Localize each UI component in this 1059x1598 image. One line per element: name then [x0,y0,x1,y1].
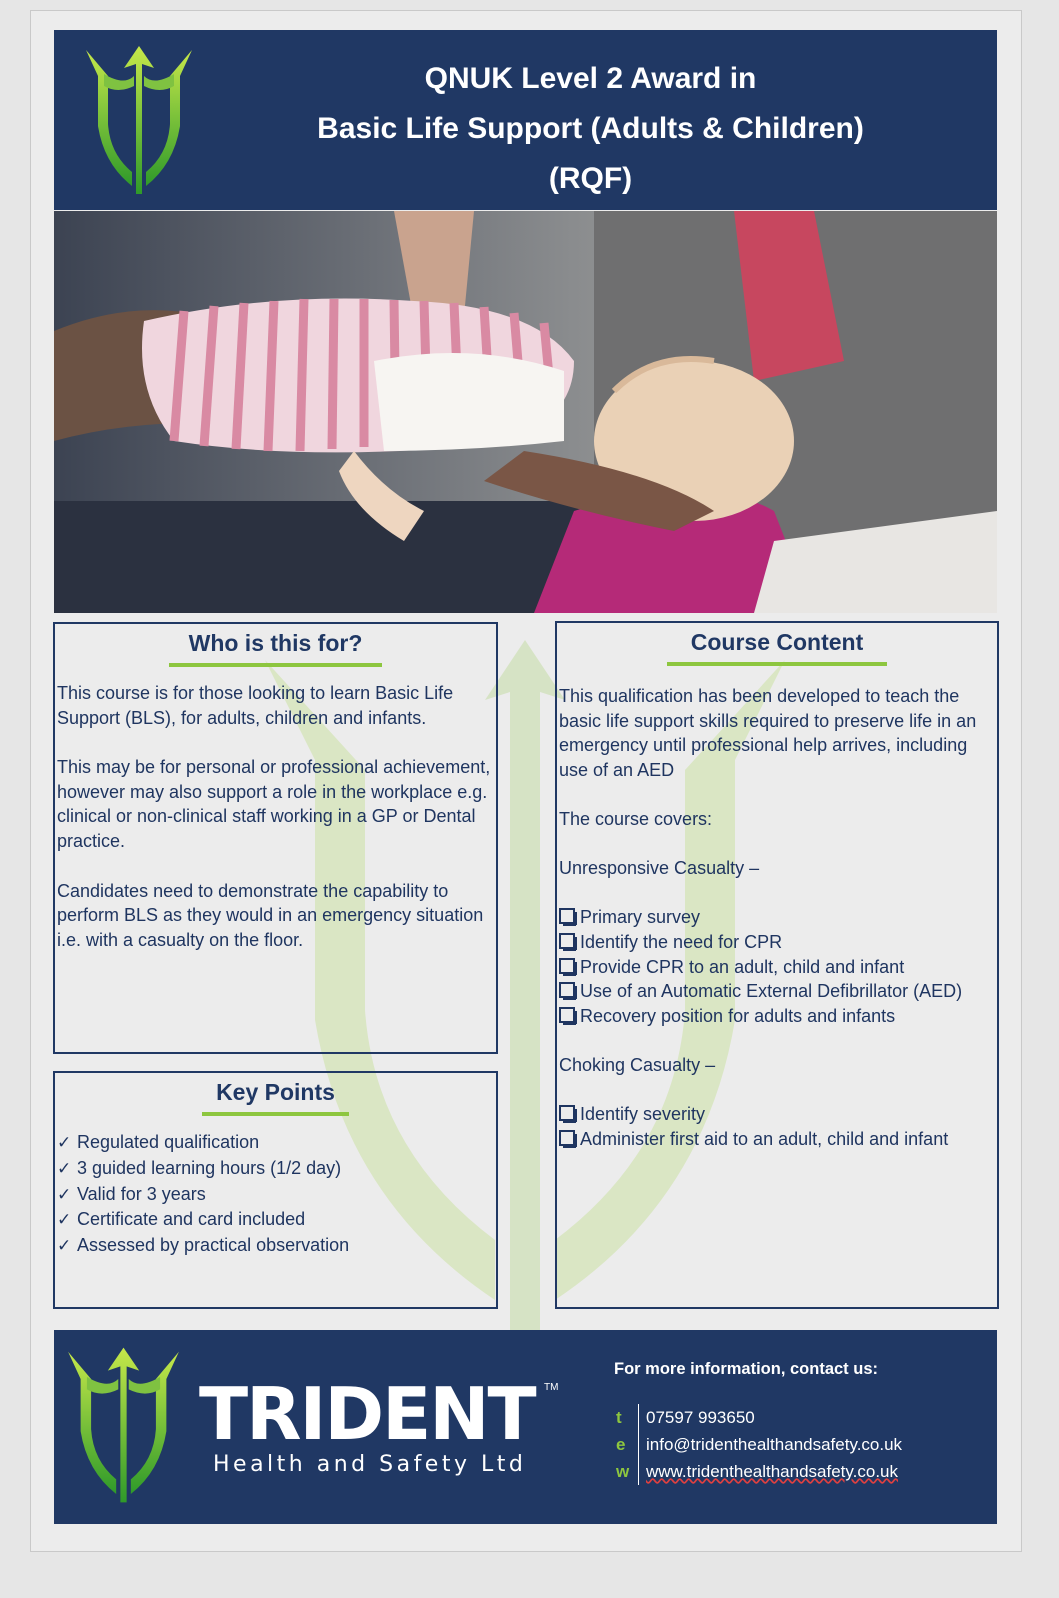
trident-logo-icon [84,46,194,196]
brand-trademark: TM [544,1382,559,1393]
contact-phone [614,1404,902,1431]
unresponsive-label: Unresponsive Casualty – [559,858,760,879]
footer-banner [54,1330,997,1524]
infant-cpr-illustration [54,211,997,613]
checkmark-icon: ✓ [57,1184,72,1204]
checkbox-icon [559,1130,575,1146]
list-item: ✓ Valid for 3 years [57,1182,496,1208]
phone-value[interactable]: 07597 993650 [638,1404,755,1431]
list-item: Identify severity [559,1102,995,1127]
checkmark-icon: ✓ [57,1158,72,1178]
who-paragraph-1: This course is for those looking to learn Basic Life Support (BLS), for adults, children and infants. [57,683,454,728]
brand-wordmark [199,1372,559,1477]
title-line-3: (RQF) [548,162,633,195]
who-paragraph-2: This may be for personal or professional achievement, however may also support a role in the workplace e.g. clinical or non-clinical staff working in a GP or Dental practice. [57,757,491,851]
checkmark-icon: ✓ [57,1133,72,1152]
contact-heading: For more information, contact us: [614,1360,879,1378]
title-line-1: QNUK Level 2 Award in [424,62,757,95]
list-item: Identify the need for CPR [559,930,995,955]
email-key: e [616,1434,626,1454]
list-item: Recovery position for adults and infants [559,1004,995,1029]
who-is-this-for-box [53,622,498,1054]
list-item: Primary survey [559,905,995,930]
list-item: ✓ Regulated qualification [57,1130,496,1156]
checkmark-icon: ✓ [57,1210,72,1230]
cpr-training-photo [54,211,997,613]
checkbox-icon [559,908,575,924]
list-item: Use of an Automatic External Defibrillator (AED) [559,979,995,1004]
trident-logo-icon [66,1346,181,1506]
phone-key: t [616,1407,622,1427]
contact-email [614,1431,902,1458]
who-heading: Who is this for? [188,630,363,656]
checkbox-icon [559,933,575,949]
list-item: Administer first aid to an adult, child and infant [559,1127,995,1152]
checkbox-icon [559,1007,575,1023]
brand-subtitle: Health and Safety Ltd [213,1452,527,1477]
checkbox-icon [559,958,575,974]
key-points-heading: Key Points [216,1079,335,1105]
website-key: w [616,1461,630,1481]
email-value[interactable]: info@tridenthealthandsafety.co.uk [638,1431,902,1458]
title-line-2: Basic Life Support (Adults & Children) [317,112,864,145]
header-banner [54,30,997,210]
choking-label: Choking Casualty – [559,1054,716,1075]
contact-website [614,1458,902,1485]
course-content-heading: Course Content [690,629,864,655]
key-points-box [53,1071,498,1309]
course-title [204,54,977,204]
website-link[interactable]: www.tridenthealthandsafety.co.uk [638,1458,898,1485]
course-intro: This qualification has been developed to teach the basic life support skills required to preserve life in an emergency until professional help arrives, including use of an AED [559,686,977,780]
key-points-list [55,1116,496,1259]
checkbox-icon [559,982,575,998]
list-item: ✓ 3 guided learning hours (1/2 day) [57,1156,496,1182]
course-covers: The course covers: [559,808,713,829]
course-content-box [555,621,999,1309]
list-item: ✓ Assessed by practical observation [57,1233,496,1259]
list-item: ✓ Certificate and card included [57,1207,496,1233]
checkmark-icon: ✓ [57,1236,72,1256]
brand-name: TRIDENT [199,1372,535,1456]
contact-list [614,1404,902,1485]
list-item: Provide CPR to an adult, child and infant [559,955,995,980]
who-paragraph-3: Candidates need to demonstrate the capability to perform BLS as they would in an emergency situation i.e. with a casualty on the floor. [57,880,484,950]
checkbox-icon [559,1105,575,1121]
